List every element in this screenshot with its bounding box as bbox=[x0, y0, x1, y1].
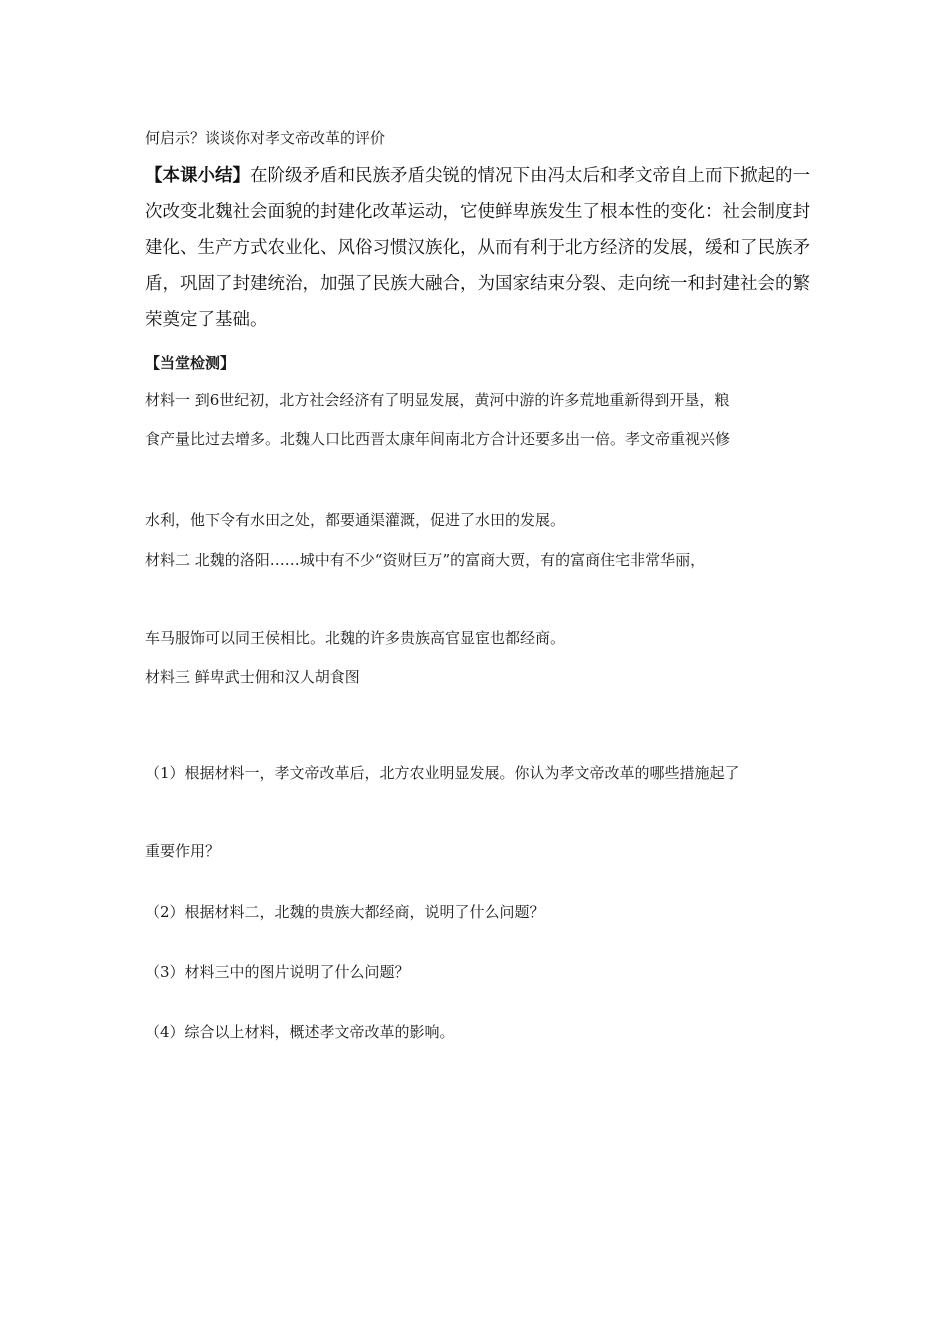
material-two-line-2: 车马服饰可以同王侯相比。北魏的许多贵族高官显宦也都经商。 bbox=[145, 629, 566, 647]
material-one-line-3: 水利，他下令有水田之处，都要通渠灌溉，促进了水田的发展。 bbox=[145, 511, 566, 529]
question-3: （3）材料三中的图片说明了什么问题？ bbox=[145, 963, 410, 981]
intro-line: 何启示？谈谈你对孝文帝改革的评价 bbox=[145, 129, 386, 147]
question-1-line-2: 重要作用？ bbox=[145, 842, 221, 860]
check-heading: 【当堂检测】 bbox=[145, 354, 236, 372]
material-two-line-1: 材料二 北魏的洛阳……城中有不少“资财巨万”的富商大贾，有的富商住宅非常华丽， bbox=[145, 551, 706, 569]
question-4: （4）综合以上材料，概述孝文帝改革的影响。 bbox=[145, 1023, 455, 1041]
material-one-line-1: 材料一 到6世纪初，北方社会经济有了明显发展，黄河中游的许多荒地重新得到开垦，粮 bbox=[145, 391, 730, 409]
summary-label: 【本课小结】 bbox=[145, 166, 250, 186]
material-three-line: 材料三 鲜卑武士佣和汉人胡食图 bbox=[145, 668, 360, 686]
summary-text: 在阶级矛盾和民族矛盾尖锐的情况下由冯太后和孝文帝自上而下掀起的一次改变北魏社会面貌的封建化改革运动，它使鲜卑族发生了根本性的变化：社会制度封建化、生产方式农业化、风俗习惯汉族化，从而有利于北方经济的发展，缓和了民族矛盾，巩固了封建统治，加强了民族大融合，为国家结束分裂、走向统一和封建社会的繁荣奠定了基础。 bbox=[145, 166, 810, 330]
question-1-line-1: （1）根据材料一，孝文帝改革后，北方农业明显发展。你认为孝文帝改革的哪些措施起了 bbox=[145, 764, 740, 782]
material-one-line-2: 食产量比过去增多。北魏人口比西晋太康年间南北方合计还要多出一倍。孝文帝重视兴修 bbox=[145, 430, 731, 448]
question-2: （2）根据材料二，北魏的贵族大都经商，说明了什么问题？ bbox=[145, 903, 545, 921]
lesson-summary bbox=[145, 158, 810, 338]
